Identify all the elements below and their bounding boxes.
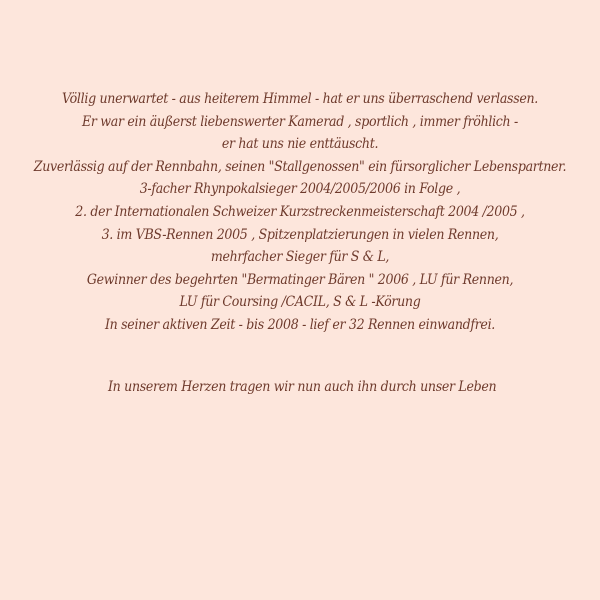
memorial-line-8: mehrfacher Sieger für S & L, xyxy=(210,249,390,266)
memorial-line-6: 2. der Internationalen Schweizer Kurzstreckenmeisterschaft 2004 /2005 , xyxy=(75,203,525,220)
memorial-line-10: LU für Coursing /CACIL, S & L -Körung xyxy=(179,294,421,311)
memorial-text xyxy=(0,88,600,337)
memorial-line-7: 3. im VBS-Rennen 2005 , Spitzenplatzierungen in vielen Rennen, xyxy=(101,226,499,243)
memorial-line-5: 3-facher Rhynpokalsieger 2004/2005/2006 in Folge , xyxy=(139,181,461,198)
memorial-line-1: Völlig unerwartet - aus heiterem Himmel - hat er uns überraschend verlassen. xyxy=(62,91,538,107)
memorial-line-9: Gewinner des begehrten "Bermatinger Bären " 2006 , LU für Rennen, xyxy=(86,271,514,288)
memorial-line-3: er hat uns nie enttäuscht. xyxy=(221,136,379,153)
memorial-line-4: Zuverlässig auf der Rennbahn, seinen "Stallgenossen" ein fürsorglicher Lebenspartner. xyxy=(33,158,567,175)
closing-line: In unserem Herzen tragen wir nun auch ihn durch unser Leben xyxy=(108,379,497,395)
memorial-line-11: In seiner aktiven Zeit - bis 2008 - lief er 32 Rennen einwandfrei. xyxy=(104,316,495,333)
memorial-line-2: Er war ein äußerst liebenswerter Kamerad , sportlich , immer fröhlich - xyxy=(82,113,518,130)
